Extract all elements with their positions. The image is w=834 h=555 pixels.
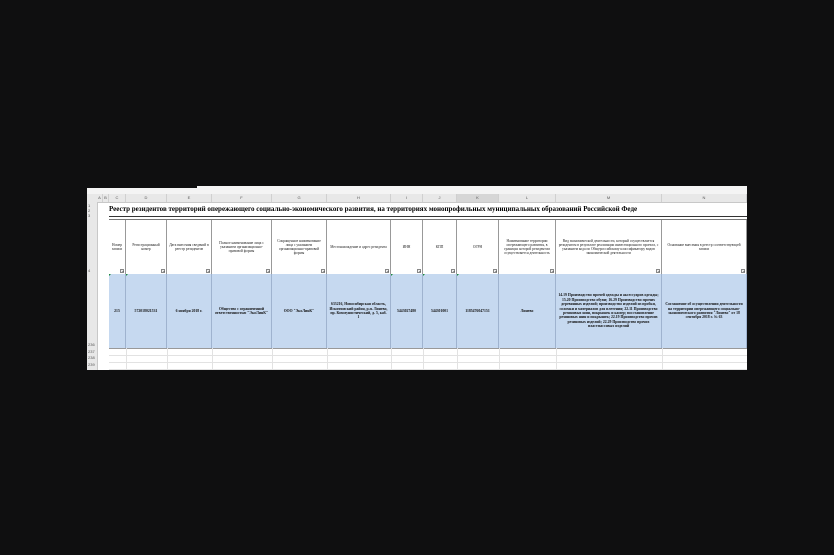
filter-dropdown-icon[interactable] [161, 269, 165, 273]
column-header-a[interactable]: A [97, 194, 103, 202]
ribbon-remnant [87, 186, 747, 194]
row-header-4[interactable]: 4 [88, 268, 91, 273]
header-cell[interactable] [457, 220, 499, 274]
filter-dropdown-icon[interactable] [451, 269, 455, 273]
row-header-237[interactable]: 237 [88, 349, 95, 354]
header-label: ОГРН [472, 244, 483, 249]
filter-dropdown-icon[interactable] [656, 269, 660, 273]
grid-line [556, 348, 557, 370]
column-header-g[interactable]: G [272, 194, 327, 202]
header-cell[interactable] [327, 220, 391, 274]
header-cell[interactable] [212, 220, 272, 274]
header-cell[interactable] [556, 220, 662, 274]
filter-dropdown-icon[interactable] [321, 269, 325, 273]
row-header-236[interactable]: 236 [88, 342, 95, 347]
spreadsheet [87, 186, 747, 370]
header-label: Основание внесения в реестр соответствующей записи [667, 242, 741, 251]
table-header-row [109, 219, 747, 275]
header-cell[interactable] [423, 220, 457, 274]
column-header-j[interactable]: J [423, 194, 457, 202]
filter-dropdown-icon[interactable] [417, 269, 421, 273]
grid-line [662, 348, 663, 370]
filter-dropdown-icon[interactable] [385, 269, 389, 273]
filter-dropdown-icon[interactable] [206, 269, 210, 273]
header-label: Наименование территории опережающего развития, в границах которой резидентом осуществляется деятельность [504, 238, 550, 256]
filter-dropdown-icon[interactable] [120, 269, 124, 273]
sheet-title[interactable]: Реестр резидентов территорий опережающего социально-экономического развития, на территориях монопрофильных муниципальных образований Российской Феде [109, 202, 747, 217]
grid-line [499, 348, 500, 370]
grid-line [167, 348, 168, 370]
header-label: Дата внесения сведений в реестр резидентов [169, 242, 209, 251]
column-header-i[interactable]: I [391, 194, 423, 202]
cell-basis[interactable]: Соглашение об осуществлении деятельности на территории опережающего социально-экономического развития "Линево" от 18 сентября 2018 г. № 63 [662, 274, 747, 348]
table-row[interactable] [109, 274, 747, 349]
header-label: КПП [435, 244, 444, 249]
column-header-e[interactable]: E [167, 194, 212, 202]
error-indicator-icon [109, 274, 111, 276]
cell-inn[interactable]: 5443027480 [391, 274, 423, 348]
filter-dropdown-icon[interactable] [266, 269, 270, 273]
grid-line [272, 348, 273, 370]
row-header-3[interactable]: 3 [88, 213, 91, 218]
column-header-l[interactable]: L [499, 194, 556, 202]
filter-dropdown-icon[interactable] [550, 269, 554, 273]
column-header-b[interactable]: B [103, 194, 109, 202]
row-header-238[interactable]: 238 [88, 355, 95, 360]
cell-full-name[interactable]: Общество с ограниченной ответственностью "ЭкоЛинК" [212, 274, 272, 348]
filter-dropdown-icon[interactable] [741, 269, 745, 273]
column-header-h[interactable]: H [327, 194, 391, 202]
cell-territory[interactable]: Линево [499, 274, 556, 348]
header-label: Номер записи [111, 242, 123, 251]
grid-line [423, 348, 424, 370]
header-label: Полное наименование лица с указанием организационно-правовой формы [219, 240, 264, 254]
header-cell[interactable] [109, 220, 126, 274]
header-cell[interactable] [391, 220, 423, 274]
row-header-bar [87, 202, 98, 370]
grid-line [391, 348, 392, 370]
column-header-f[interactable]: F [212, 194, 272, 202]
row-header-1[interactable]: 1 [88, 203, 91, 208]
cell-reg-number[interactable]: 5720180215З1 [126, 274, 167, 348]
error-indicator-icon [457, 274, 459, 276]
column-header-m[interactable]: M [556, 194, 662, 202]
cell-activity[interactable]: 14.19 Производство прочей одежды и аксессуаров одежды; 15.20 Производство обуви; 16.29 Производство прочих деревянных изделий; производство изделий из пробки, соломки и материалов для плетения; 22.11 Производство резиновых шин, покрышек и камер; восстановление резиновых шин и покрышек; 22.19 Производство прочих резиновых изделий; 22.29 Производство прочих пластмассовых изделий [556, 274, 662, 348]
cell-date[interactable]: 6 ноября 2018 г. [167, 274, 212, 348]
header-label: ИНН [402, 244, 411, 249]
row-header-239[interactable]: 239 [88, 362, 95, 367]
error-indicator-icon [126, 274, 128, 276]
grid-line [126, 348, 127, 370]
header-cell[interactable] [662, 220, 747, 274]
grid-line [212, 348, 213, 370]
error-indicator-icon [423, 274, 425, 276]
header-cell[interactable] [272, 220, 327, 274]
header-label: Вид экономической деятельности, который осуществляется резидентом в результате реализации инвестиционного проекта, с указанием кода по Общероссийскому классификатору видов экономической деятельности [558, 238, 659, 256]
column-header-d[interactable]: D [126, 194, 167, 202]
cell-record-number[interactable]: 215 [109, 274, 126, 348]
header-label: Регистрационный номер [132, 242, 160, 251]
error-indicator-icon [391, 274, 393, 276]
grid-line [109, 362, 747, 363]
header-label: Сокращенное наименование лица с указанием организационно-правовой формы [277, 238, 321, 256]
header-label: Местонахождение и адрес резидента [330, 244, 387, 249]
column-header-c[interactable]: C [109, 194, 126, 202]
column-header-n[interactable]: N [662, 194, 747, 202]
cell-short-name[interactable]: ООО "ЭкоЛинК" [272, 274, 327, 348]
column-header-k[interactable]: K [457, 194, 499, 202]
cell-ogrn[interactable]: 1185476047151 [457, 274, 499, 348]
cell-kpp[interactable]: 544301001 [423, 274, 457, 348]
grid-line [109, 355, 747, 356]
grid-line [109, 369, 747, 370]
filter-dropdown-icon[interactable] [493, 269, 497, 273]
row-header-2[interactable]: 2 [88, 208, 91, 213]
grid-line [457, 348, 458, 370]
grid-line [327, 348, 328, 370]
header-cell[interactable] [499, 220, 556, 274]
cell-address[interactable]: 633216, Новосибирская область, Искитимский район, р.п. Линево, пр. Коммунистический, д. 5, каб. 1 [327, 274, 391, 348]
header-cell[interactable] [167, 220, 212, 274]
header-cell[interactable] [126, 220, 167, 274]
